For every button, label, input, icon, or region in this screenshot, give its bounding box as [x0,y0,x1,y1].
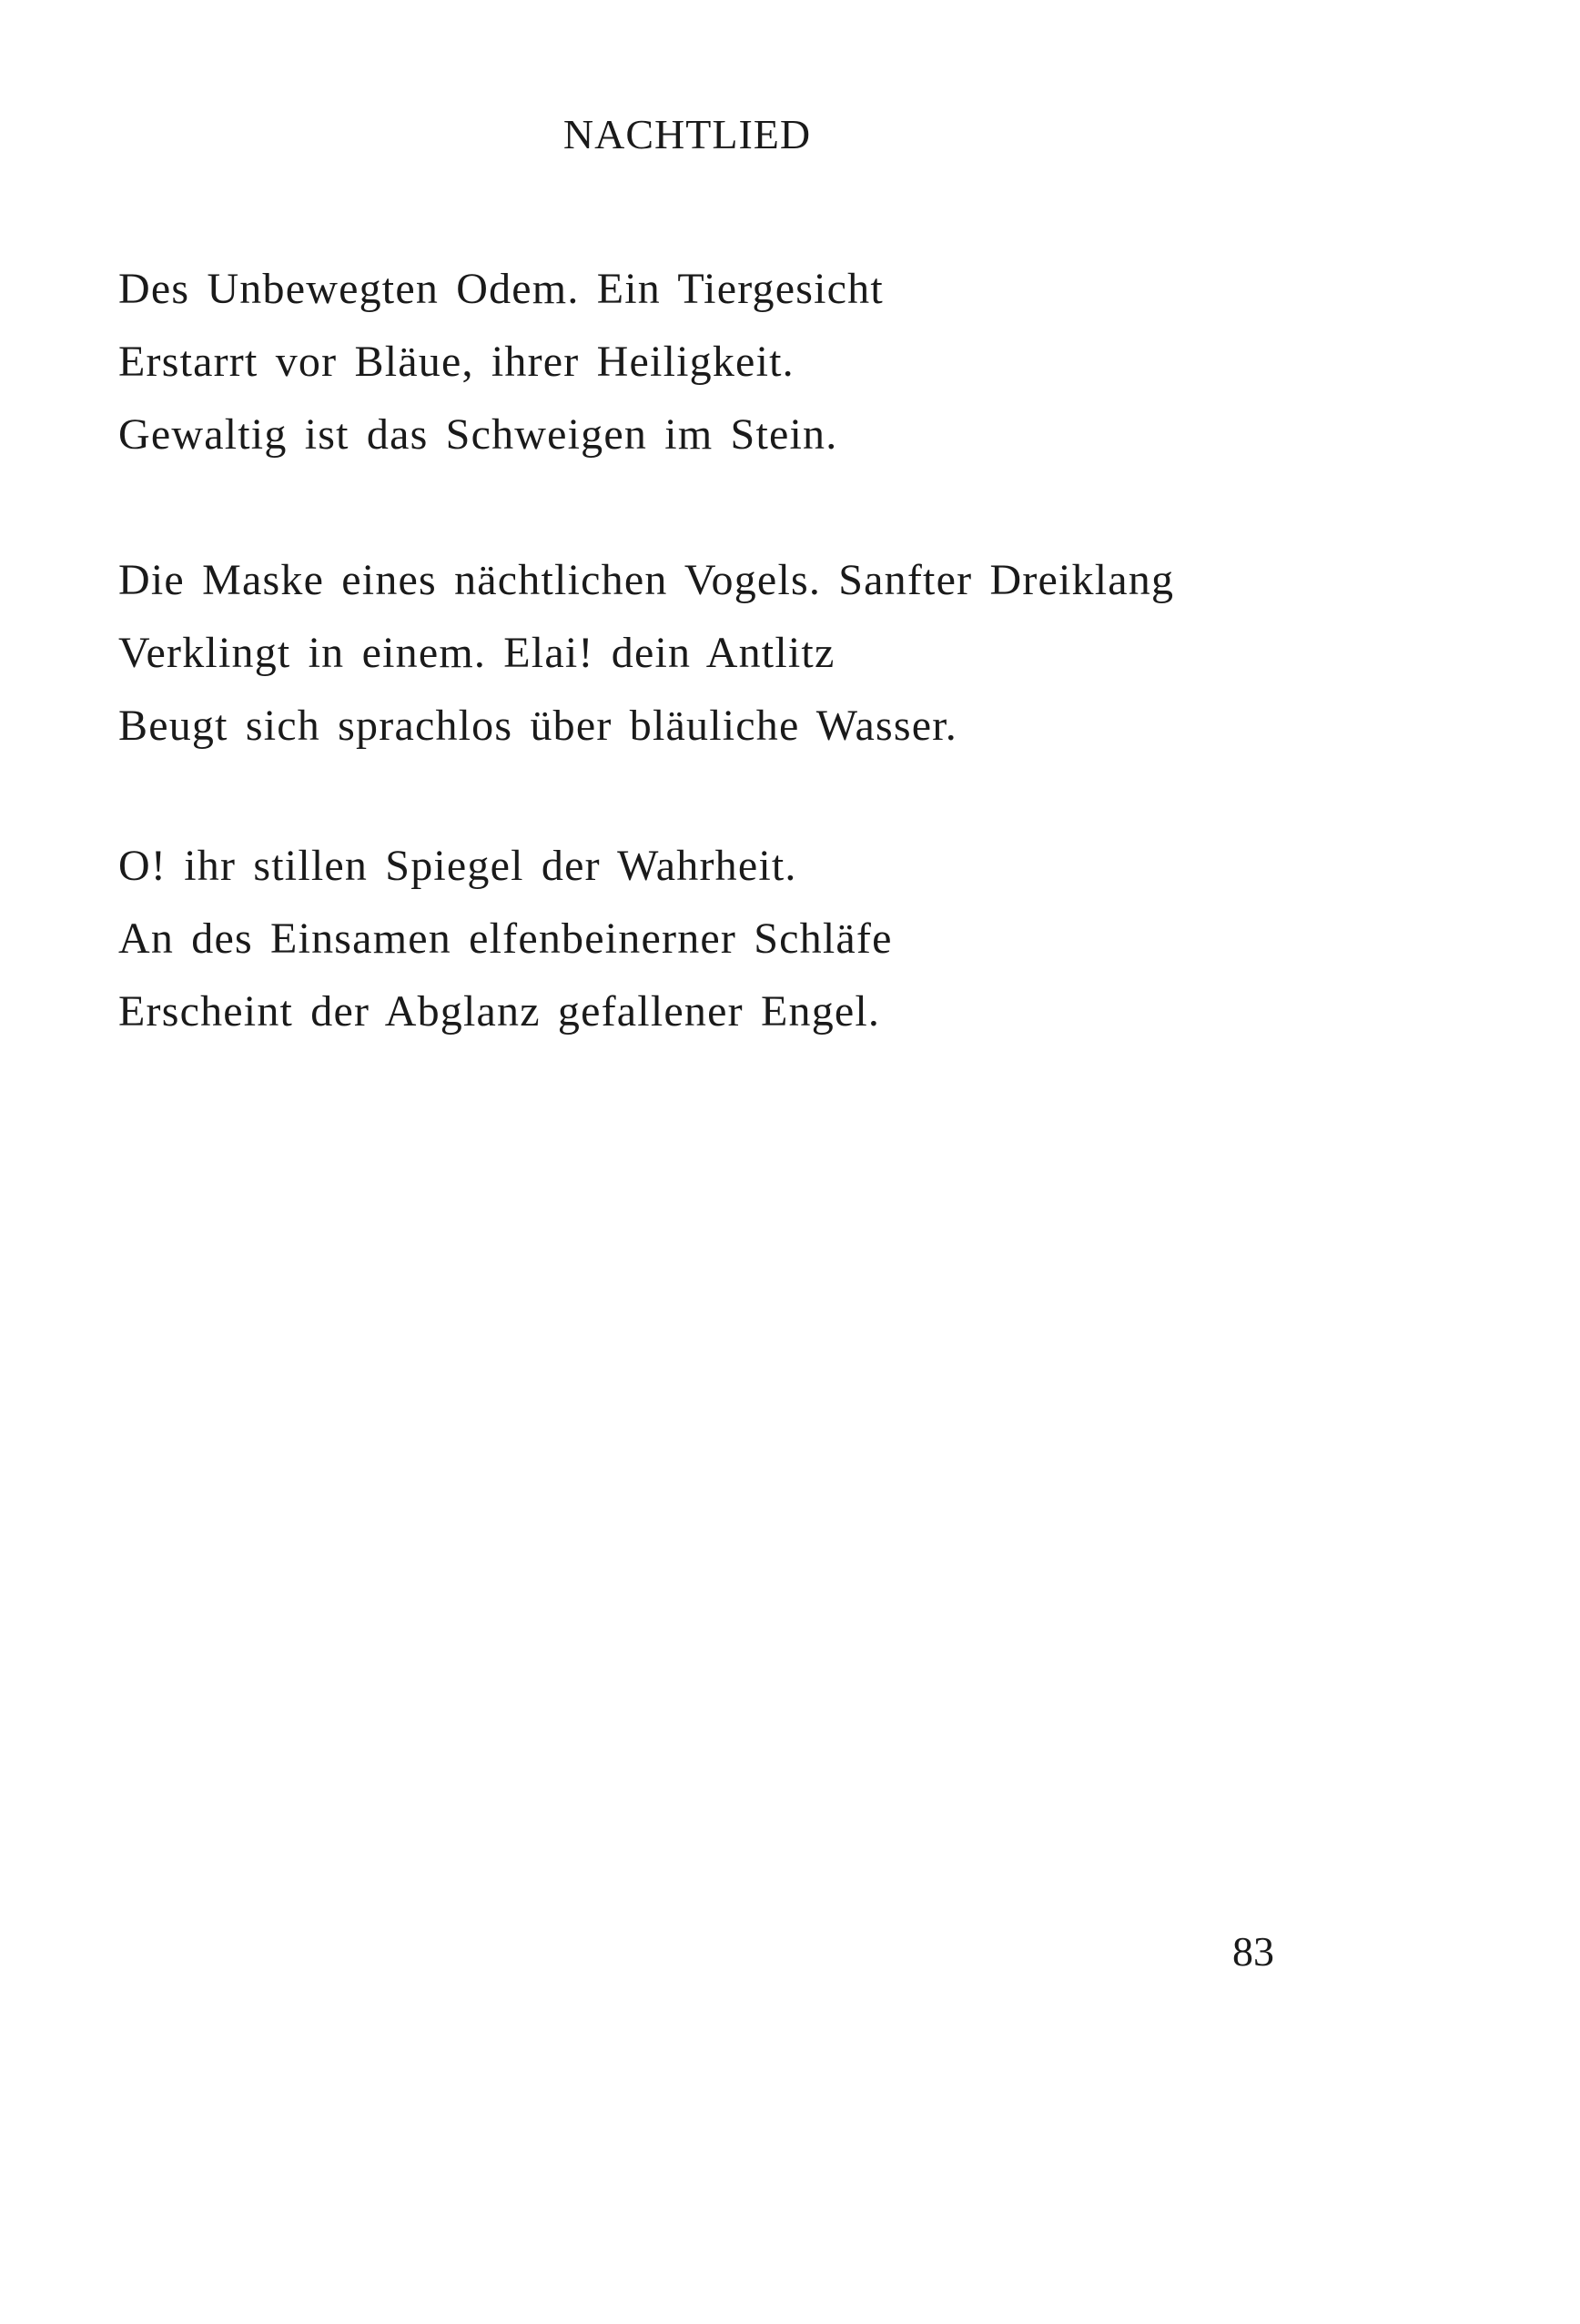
page-number: 83 [1232,1928,1274,1975]
verse-line: Beugt sich sprachlos über bläuliche Wasser. [118,702,957,750]
verse-line: Erstarrt vor Bläue, ihrer Heiligkeit. [118,338,795,386]
stanza-3 [118,830,1347,1048]
verse-line: Erscheint der Abglanz gefallener Engel. [118,987,881,1036]
verse-line: Des Unbewegten Odem. Ein Tiergesicht [118,265,884,313]
verse-line: Verklingt in einem. Elai! dein Antlitz [118,629,836,677]
poem-title: NACHTLIED [562,111,812,157]
stanza-2 [118,544,1347,763]
verse-line: O! ihr stillen Spiegel der Wahrheit. [118,842,797,890]
verse-line: Gewaltig ist das Schweigen im Stein. [118,410,838,459]
verse-line: An des Einsamen elfenbeinerner Schläfe [118,914,893,963]
stanza-1 [118,253,1347,471]
verse-line: Die Maske eines nächtlichen Vogels. Sanfter Dreiklang [118,556,1175,604]
